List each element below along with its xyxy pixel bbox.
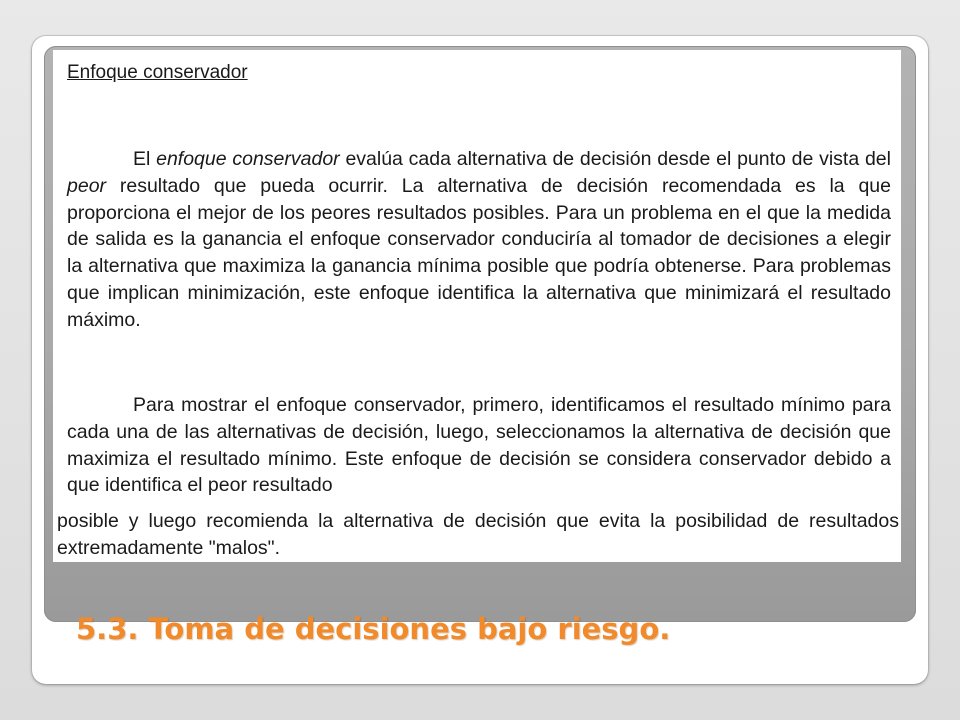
document-title: Enfoque conservador — [67, 62, 248, 83]
paragraph1-text-b: evalúa cada alternativa de decisión desde el punto de vista del — [339, 148, 891, 170]
paragraph1-text-a: El — [133, 148, 157, 170]
paragraph1-emphasis-worst: peor — [67, 174, 107, 197]
paragraph-example-continuation: posible y luego recomienda la alternativa de decisión que evita la posibilidad de resultados extremadamente "malos". — [57, 510, 899, 559]
slide-heading: 5.3. Toma de decisiones bajo riesgo. — [76, 612, 671, 646]
document-excerpt — [53, 50, 901, 562]
paragraph1-emphasis-term: enfoque conservador — [156, 148, 340, 170]
paragraph-example: Para mostrar el enfoque conservador, primero, identificamos el resultado mínimo para cada una de las alternativas de decisión, luego, seleccionamos la alternativa de decisión que maximiza el resultado mínimo. Este enfoque de decisión se considera conservador debido a que identifica el peor resultado — [67, 394, 891, 497]
paragraph1-text-c: resultado que pueda ocurrir. La alternativa de decisión recomendada es la que proporciona el mejor de los peores resultados posibles. Para un problema en el que la medida de salida es la ganancia el enfoque conservador conduciría al tomador de decisiones a elegir la alternativa que maximiza la ganancia mínima posible que podría obtenerse. Para problemas que implican minimización, este enfoque identifica la alternativa que minimizará el resultado máximo. — [67, 174, 891, 331]
paragraph-conservative-approach — [67, 146, 891, 334]
